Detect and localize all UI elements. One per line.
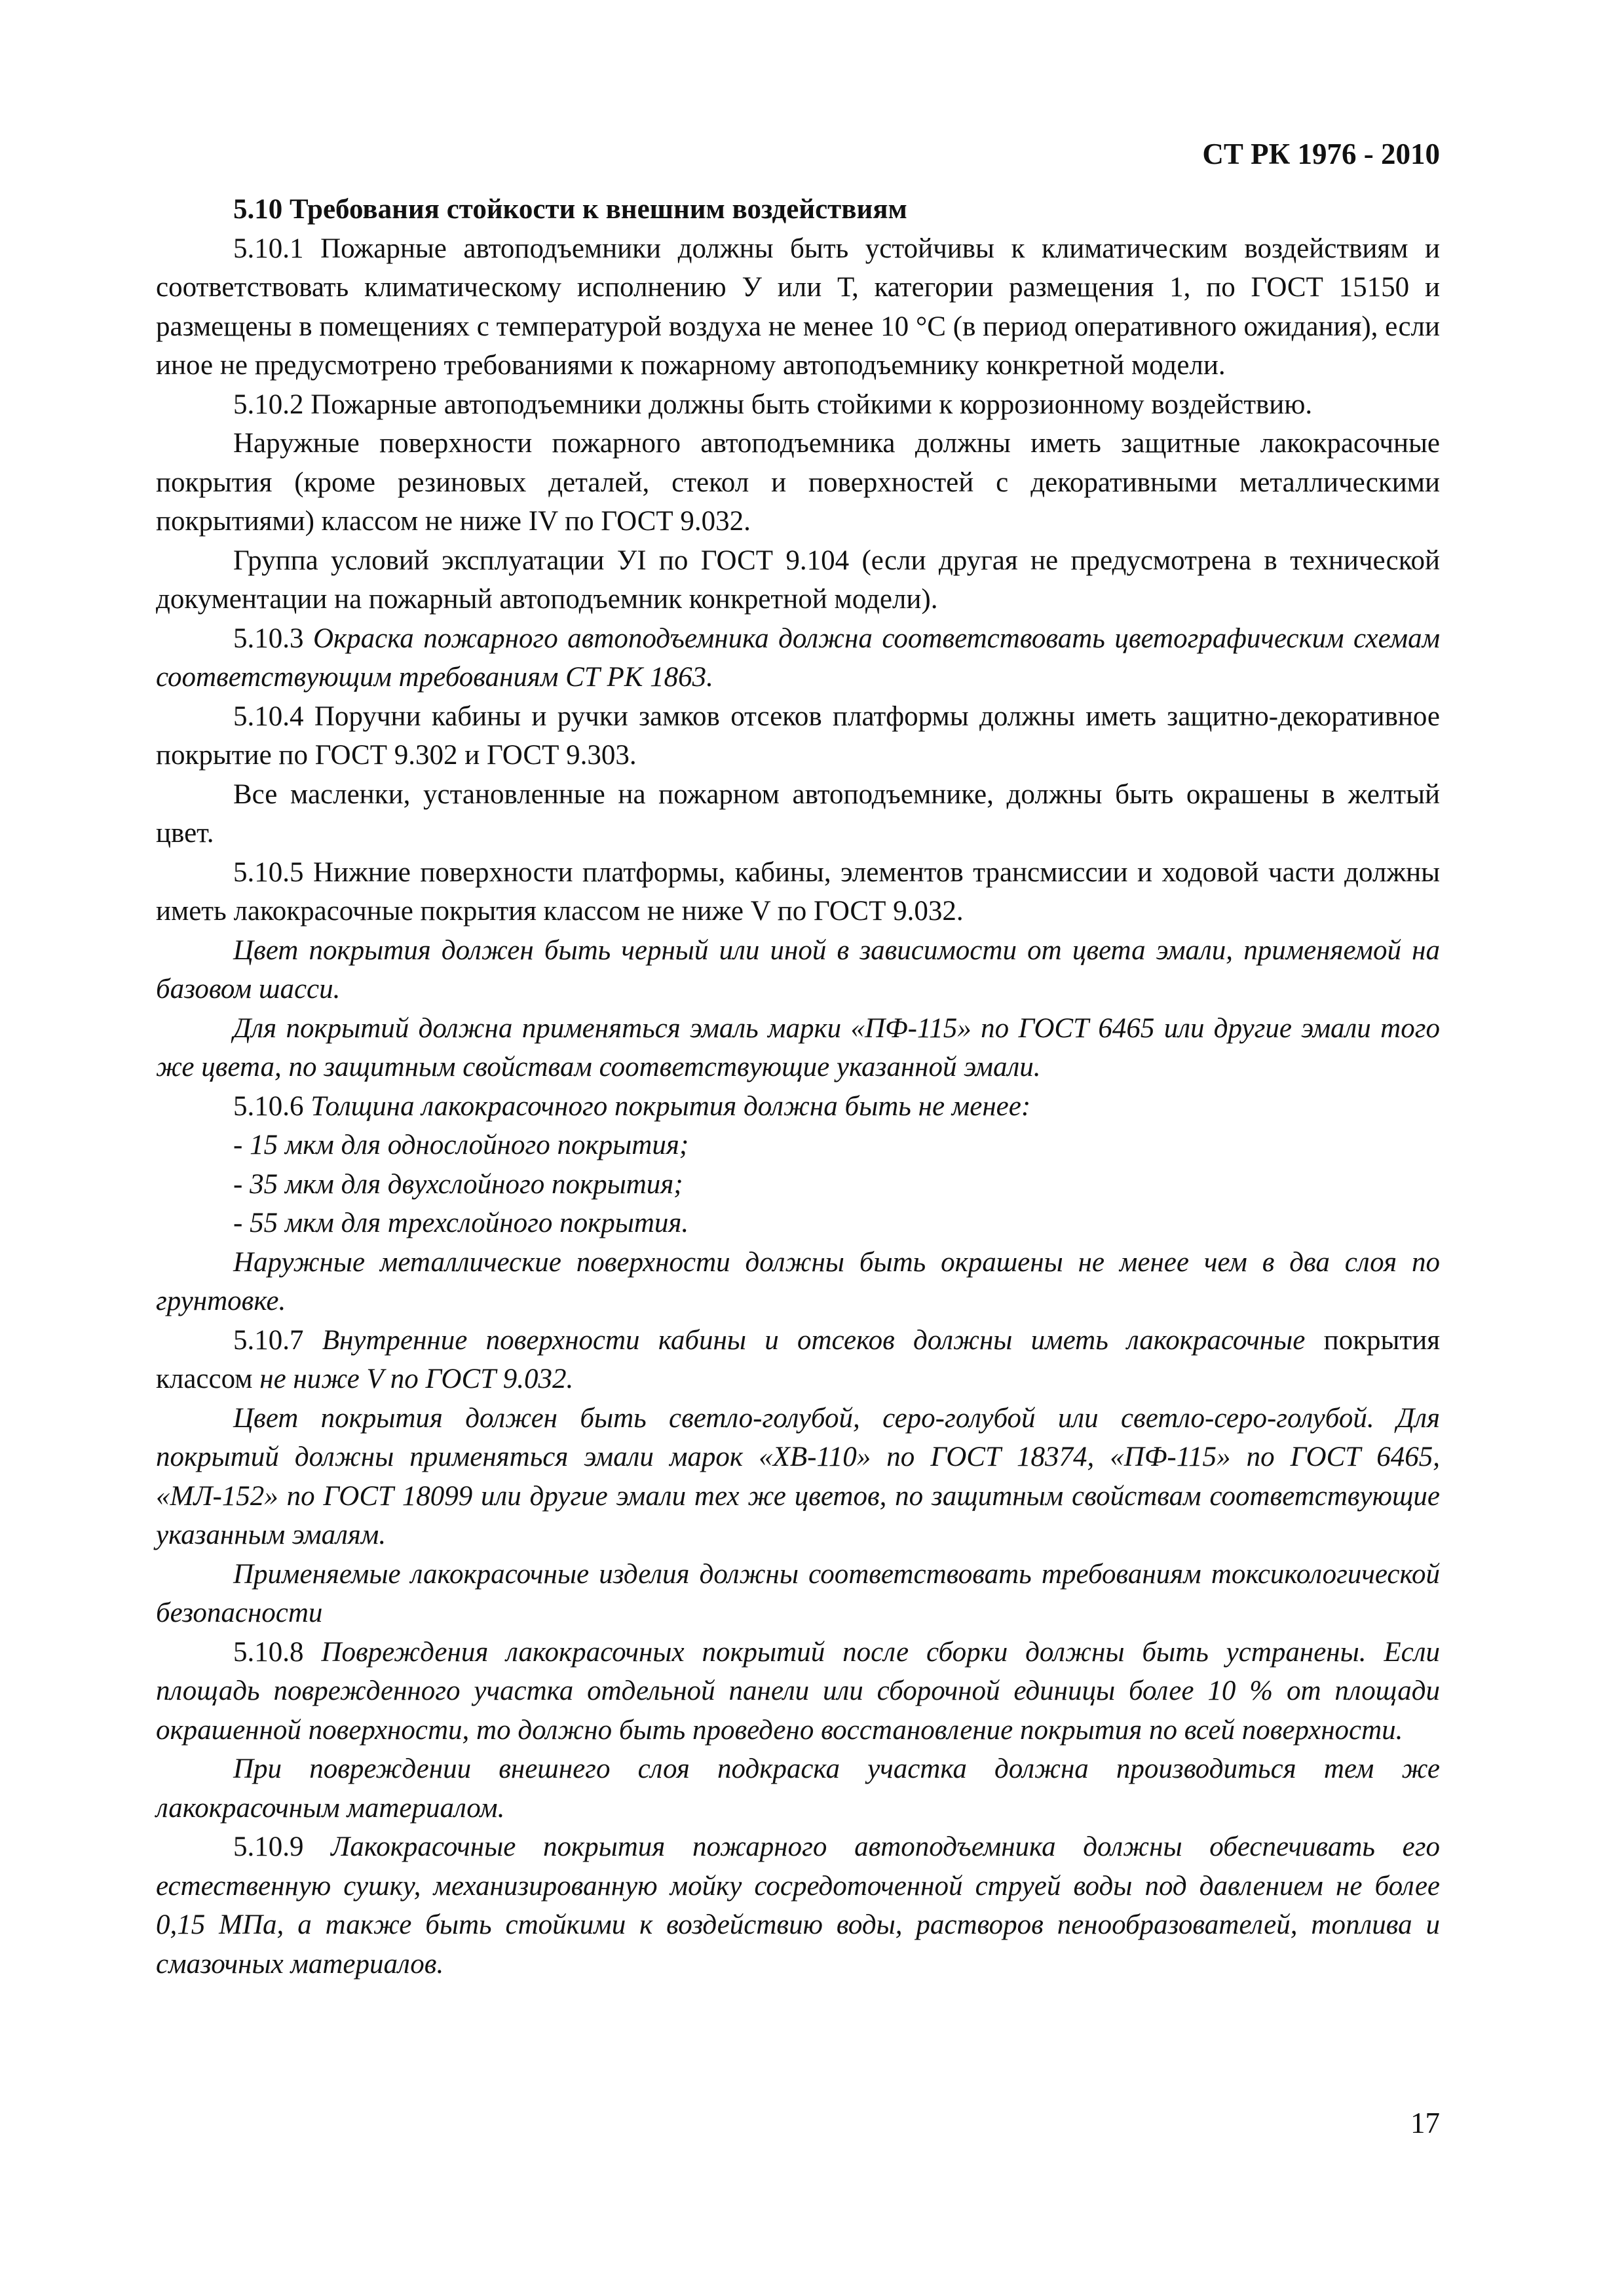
paragraph-text-segment: Лакокрасочные покрытия пожарного автоподъемника должны обеспечивать его естественную сушку, механизированную мойку сосредоточенной струей воды под давлением не более 0,15 МПа, а также быть стойкими к воздействию воды, растворов пенообразователей, топлива и смазочных материалов. (156, 1831, 1440, 1980)
paragraph-p18 (156, 1555, 1440, 1633)
paragraph-text-segment: - 55 мкм для трехслойного покрытия. (233, 1208, 689, 1238)
paragraph-text-segment: 5.10.4 Поручни кабины и ручки замков отсеков платформы должны иметь защитно-декоративное покрытие по ГОСТ 9.302 и ГОСТ 9.303. (156, 700, 1440, 771)
paragraph-p16 (156, 1321, 1440, 1399)
paragraph-p10 (156, 1009, 1440, 1087)
paragraph-text-segment: Применяемые лакокрасочные изделия должны соответствовать требованиям токсикологической безопасности (156, 1558, 1440, 1628)
paragraph-p5 (156, 619, 1440, 697)
paragraph-text-segment: - 15 мкм для однослойного покрытия; (233, 1130, 689, 1160)
paragraph-text-segment: - 35 мкм для двухслойного покрытия; (233, 1168, 683, 1200)
paragraph-text-segment: Внутренние поверхности кабины и отсеков должны иметь лакокрасочные (322, 1324, 1306, 1356)
paragraph-p20 (156, 1750, 1440, 1827)
paragraph-p6 (156, 697, 1440, 775)
paragraph-text-segment: 5.10.7 (233, 1324, 322, 1356)
section-title: 5.10 Требования стойкости к внешним воздействиям (233, 194, 907, 225)
paragraph-list (156, 229, 1440, 1984)
paragraph-p1 (156, 229, 1440, 385)
paragraph-p11 (156, 1087, 1440, 1126)
paragraph-p15 (156, 1243, 1440, 1321)
page-number: 17 (1410, 2107, 1440, 2139)
paragraph-text-segment: Толщина лакокрасочного покрытия должна быть не менее: (311, 1090, 1031, 1122)
paragraph-text-segment: Окраска пожарного автоподъемника должна соответствовать цветографическим схемам соответствующим требованиям СТ РК 1863. (156, 622, 1441, 693)
paragraph-text-segment: Цвет покрытия должен быть черный или иной в зависимости от цвета эмали, применяемой на базовом шасси. (156, 934, 1440, 1004)
paragraph-text-segment: 5.10.3 (233, 622, 313, 654)
paragraph-p17 (156, 1399, 1440, 1555)
paragraph-text-segment: 5.10.2 Пожарные автоподъемники должны быть стойкими к коррозионному воздействию. (233, 389, 1313, 420)
paragraph-text-segment: Все масленки, установленные на пожарном автоподъемнике, должны быть окрашены в желтый цвет. (156, 778, 1440, 849)
paragraph-text-segment: 5.10.6 (233, 1090, 311, 1122)
paragraph-text-segment: 5.10.1 Пожарные автоподъемники должны быть устойчивы к климатическим воздействиям и соответствовать климатическому исполнению У или Т, категории размещения 1, по ГОСТ 15150 и размещены в помещениях с температурой воздуха не менее 10 °С (в период оперативного ожидания), если иное не предусмотрено требованиями к пожарному автоподъемнику конкретной модели. (156, 233, 1440, 381)
paragraph-text-segment: Группа условий эксплуатации УI по ГОСТ 9.104 (если другая не предусмотрена в технической документации на пожарный автоподъемник конкретной модели). (156, 545, 1440, 615)
paragraph-text-segment: При повреждении внешнего слоя подкраска участка должна производиться тем же лакокрасочным материалом. (156, 1753, 1440, 1824)
paragraph-p2 (156, 385, 1440, 425)
paragraph-text-segment: покрытия классом (156, 1324, 1440, 1394)
paragraph-text-segment: Повреждения лакокрасочных покрытий после сборки должны быть устранены. Если площадь поврежденного участка отдельной панели или сборочной единицы более 10 % от площади окрашенной поверхности, то должно быть проведено восстановление покрытия по всей поверхности. (156, 1636, 1441, 1746)
paragraph-p12 (156, 1126, 1440, 1165)
paragraph-p21 (156, 1827, 1440, 1983)
paragraph-p13 (156, 1165, 1440, 1204)
paragraph-text-segment: 5.10.9 (233, 1831, 331, 1862)
paragraph-text-segment: Наружные поверхности пожарного автоподъемника должны иметь защитные лакокрасочные покрытия (кроме резиновых деталей, стекол и поверхностей с декоративными металлическими покрытиями) классом не ниже IV по ГОСТ 9.032. (156, 428, 1440, 537)
paragraph-p7 (156, 775, 1440, 853)
paragraph-p9 (156, 931, 1440, 1009)
paragraph-p14 (156, 1204, 1440, 1243)
paragraph-text-segment: 5.10.5 Нижние поверхности платформы, кабины, элементов трансмиссии и ходовой части должны иметь лакокрасочные покрытия классом не ниже V по ГОСТ 9.032. (156, 856, 1440, 927)
paragraph-p3 (156, 424, 1440, 541)
paragraph-p4 (156, 541, 1440, 619)
paragraph-text-segment: Для покрытий должна применяться эмаль марки «ПФ-115» по ГОСТ 6465 или другие эмали того же цвета, по защитным свойствам соответствующие указанной эмали. (156, 1012, 1440, 1082)
paragraph-text-segment: не ниже V по ГОСТ 9.032. (259, 1364, 574, 1394)
paragraph-p19 (156, 1633, 1440, 1750)
document-body (156, 190, 1440, 1983)
paragraph-p8 (156, 853, 1440, 931)
paragraph-text-segment: 5.10.8 (233, 1636, 322, 1668)
document-code-header: СТ РК 1976 - 2010 (1202, 138, 1440, 170)
paragraph-text-segment: Цвет покрытия должен быть светло-голубой, серо-голубой или светло-серо-голубой. Для покрытий должны применяться эмали марок «ХВ-110» по ГОСТ 18374, «ПФ-115» по ГОСТ 6465, «МЛ-152» по ГОСТ 18099 или другие эмали тех же цветов, по защитным свойствам соответствующие указанным эмалям. (156, 1402, 1440, 1550)
paragraph-text-segment: Наружные металлические поверхности должны быть окрашены не менее чем в два слоя по грунтовке. (156, 1246, 1440, 1316)
